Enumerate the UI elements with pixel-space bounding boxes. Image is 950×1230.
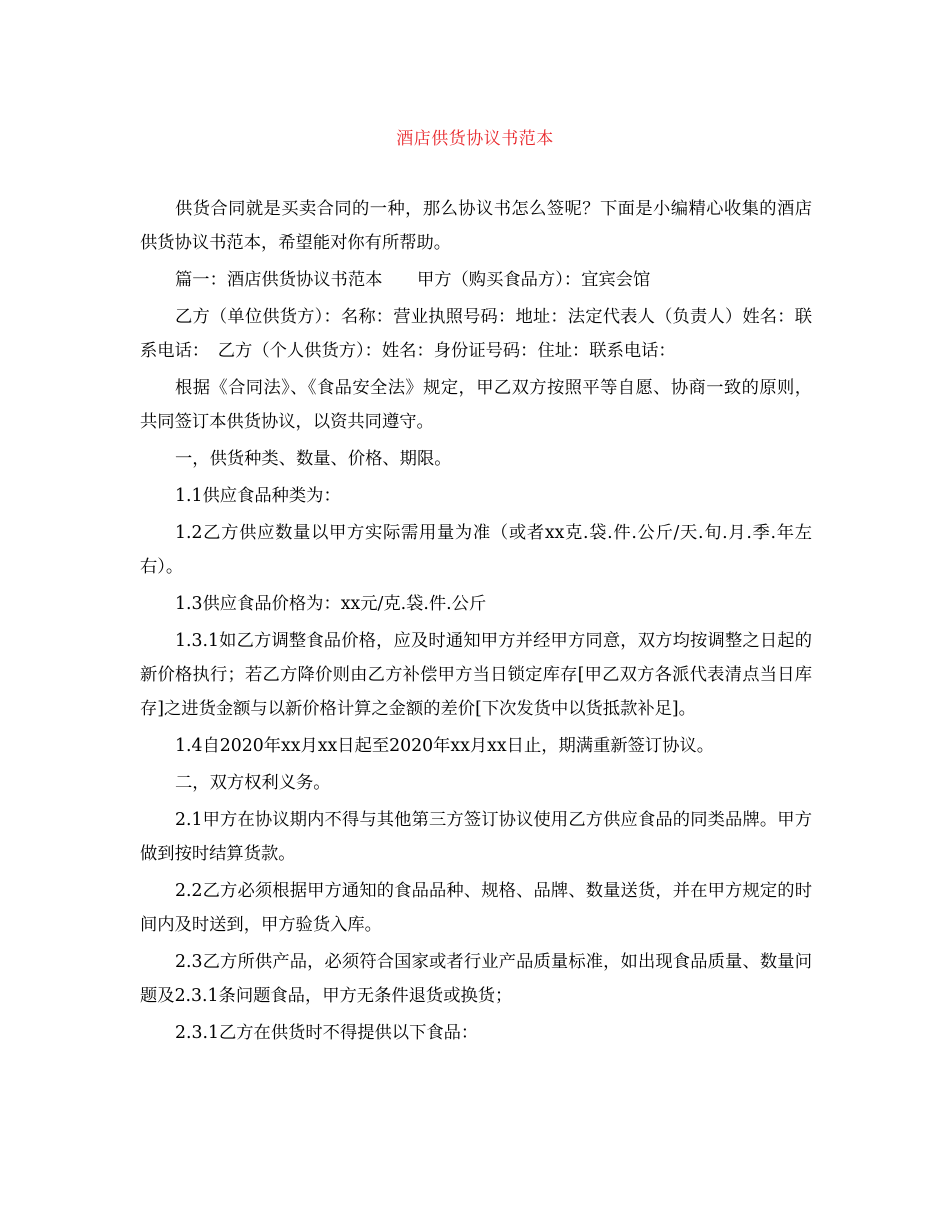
paragraph-part-one-party-a: 篇一：酒店供货协议书范本 甲方（购买食品方）：宜宾会馆: [175, 270, 651, 290]
document-body: [140, 192, 812, 1053]
clause-2-1: 2.1甲方在协议期内不得与其他第三方签订协议使用乙方供应食品的同类品牌。甲方做到按时结算货款。: [140, 810, 812, 864]
clause-1-2: 1.2乙方供应数量以甲方实际需用量为准（或者xx克.袋.件.公斤/天.旬.月.季.年左右）。: [140, 523, 812, 577]
clause-1-1: 1.1供应食品种类为：: [175, 486, 341, 506]
section-heading-2: 二，双方权利义务。: [175, 773, 331, 793]
section-heading-1: 一，供货种类、数量、价格、期限。: [175, 449, 452, 469]
clause-2-3-1: 2.3.1乙方在供货时不得提供以下食品：: [175, 1023, 479, 1043]
clause-2-3: 2.3乙方所供产品，必须符合国家或者行业产品质量标准，如出现食品质量、数量问题及2.3.1条问题食品，甲方无条件退货或换货；: [140, 952, 812, 1006]
document-title: 酒店供货协议书范本: [396, 129, 554, 149]
paragraph-intro: 供货合同就是买卖合同的一种，那么协议书怎么签呢？下面是小编精心收集的酒店供货协议书范本，希望能对你有所帮助。: [140, 199, 812, 253]
clause-1-3-1: 1.3.1如乙方调整食品价格，应及时通知甲方并经甲方同意，双方均按调整之日起的新价格执行；若乙方降价则由乙方补偿甲方当日锁定库存[甲乙双方各派代表清点当日库存]之进货金额与以新价格计算之金额的差价[下次发货中以货抵款补足]。: [140, 631, 812, 719]
clause-1-3: 1.3供应食品价格为：xx元/克.袋.件.公斤: [175, 594, 487, 614]
paragraph-legal-basis: 根据《合同法》、《食品安全法》规定，甲乙双方按照平等自愿、协商一致的原则，共同签订本供货协议，以资共同遵守。: [140, 378, 812, 432]
clause-1-4: 1.4自2020年xx月xx日起至2020年xx月xx日止，期满重新签订协议。: [175, 736, 715, 756]
clause-2-2: 2.2乙方必须根据甲方通知的食品品种、规格、品牌、数量送货，并在甲方规定的时间内及时送到，甲方验货入库。: [140, 881, 812, 935]
paragraph-party-b: 乙方（单位供货方）：名称：营业执照号码：地址：法定代表人（负责人）姓名：联系电话： 乙方（个人供货方）：姓名：身份证号码：住址：联系电话：: [140, 307, 812, 361]
